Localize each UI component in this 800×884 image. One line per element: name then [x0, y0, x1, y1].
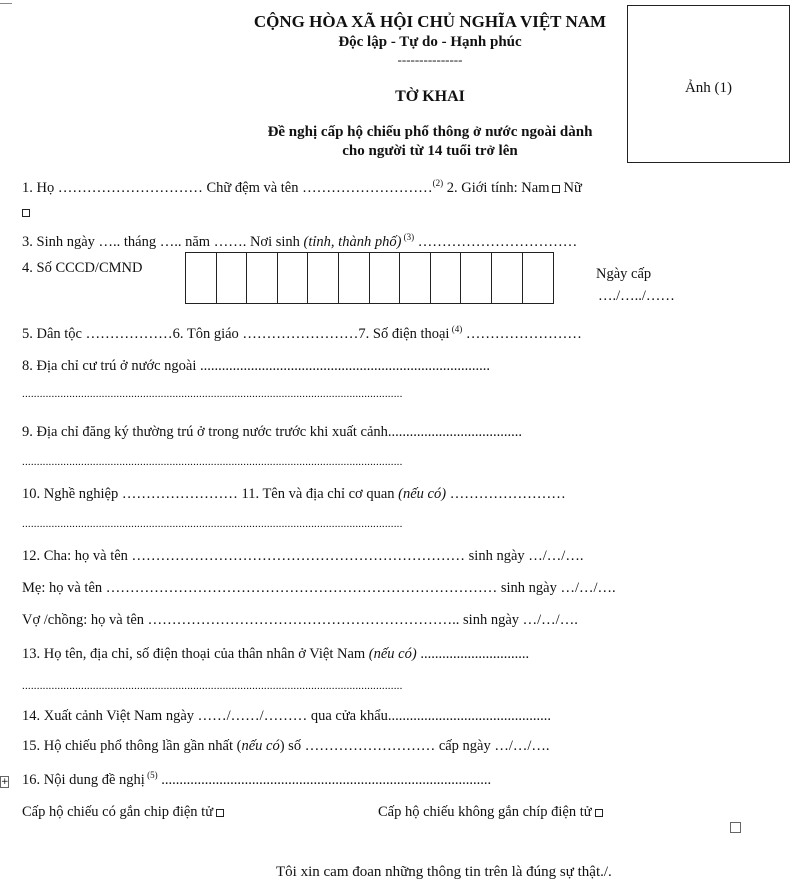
field-12-spouse: Vợ /chồng: họ và tên ……………………………………………………….. sinh ngày …/…/….: [22, 612, 578, 628]
issue-date-label: Ngày cấp: [596, 266, 652, 282]
ethnicity-religion-phone: 5. Dân tộc ………………6. Tôn giáo ……………………7. Số điện thoại: [22, 326, 450, 342]
id-digit-box[interactable]: [492, 253, 523, 303]
field-10-continuation: .................................................................................................................................: [22, 518, 403, 530]
id-digit-box[interactable]: [523, 253, 554, 303]
relative-info: 13. Họ tên, địa chỉ, số điện thoại của thân nhân ở Việt Nam: [22, 646, 369, 662]
form-title: TỜ KHAI: [395, 88, 465, 105]
request-dots: ...........................................................................................: [157, 772, 492, 788]
id-number-boxes: [185, 252, 554, 304]
field-8-continuation: .................................................................................................................................: [22, 388, 403, 400]
move-handle-icon[interactable]: +: [1, 777, 9, 787]
occupation-org: 10. Nghề nghiệp …………………… 11. Tên và địa chỉ cơ quan: [22, 486, 399, 502]
field-15-line: [22, 738, 550, 755]
country-heading: CỘNG HÒA XÃ HỘI CHỦ NGHĨA VIỆT NAM: [253, 12, 607, 31]
declaration: Tôi xin cam đoan những thông tin trên là đúng sự thật./.: [276, 864, 612, 880]
note-4: (4): [449, 324, 463, 335]
org-hint: (nếu có): [398, 486, 447, 502]
field-1-2-line: [22, 180, 582, 197]
option-nochip-label: Cấp hộ chiếu không gắn chíp điện tử: [378, 804, 592, 820]
form-subtitle-line2: cho người từ 14 tuổi trở lên: [342, 143, 518, 159]
option-nochip-checkbox[interactable]: [595, 809, 603, 817]
note-3: (3): [401, 232, 415, 243]
option-chip-row: [22, 804, 227, 821]
field-9-continuation: .................................................................................................................................: [22, 456, 403, 468]
option-nochip-row: [378, 804, 606, 821]
request-content: 16. Nội dung đề nghị: [22, 772, 145, 788]
field-9-line: 9. Địa chỉ đăng ký thường trú ở trong nước trước khi xuất cảnh.....................................: [22, 424, 523, 440]
gender-male-checkbox[interactable]: [552, 185, 560, 193]
issue-date-value: …./…../……: [598, 288, 675, 304]
relative-dots: ..............................: [416, 646, 530, 662]
field-13-line: [22, 646, 529, 663]
id-digit-box[interactable]: [278, 253, 309, 303]
photo-label: Ảnh (1): [684, 80, 733, 96]
id-digit-box[interactable]: [339, 253, 370, 303]
extra-checkbox[interactable]: [730, 822, 741, 833]
gender-female-checkbox-row: [22, 204, 33, 221]
relative-hint: (nếu có): [368, 646, 417, 662]
note-2: (2): [432, 178, 444, 189]
option-chip-checkbox[interactable]: [216, 809, 224, 817]
motto: Độc lập - Tự do - Hạnh phúc: [338, 34, 522, 50]
id-digit-box[interactable]: [308, 253, 339, 303]
header-divider: ---------------: [397, 52, 463, 67]
field-13-continuation: .................................................................................................................................: [22, 680, 403, 692]
last-passport: 15. Hộ chiếu phổ thông lần gần nhất (: [22, 738, 242, 754]
birthplace-dots: ……………………………: [414, 234, 578, 250]
phone-dots: ……………………: [462, 326, 582, 342]
birthplace-hint: (tỉnh, thành phố): [303, 234, 402, 250]
id-digit-box[interactable]: [400, 253, 431, 303]
passport-hint: nếu có: [241, 738, 280, 754]
field-3-line: [22, 234, 577, 251]
id-digit-box[interactable]: [431, 253, 462, 303]
gender-female-checkbox[interactable]: [22, 209, 30, 217]
id-digit-box[interactable]: [247, 253, 278, 303]
corner-mark: [0, 0, 12, 4]
passport-number-date: ) số ……………………… cấp ngày …/…/….: [279, 738, 550, 754]
field-12-mother: Mẹ: họ và tên ……………………………………………………………………… sinh ngày …/…/….: [22, 580, 616, 596]
option-chip-label: Cấp hộ chiếu có gắn chip điện tử: [22, 804, 214, 820]
field-16-line: [22, 772, 491, 789]
field-5-7-line: [22, 326, 582, 343]
field-birth: 3. Sinh ngày ….. tháng ….. năm ……. Nơi sinh: [22, 234, 304, 250]
field-10-11-line: [22, 486, 566, 503]
id-digit-box[interactable]: [370, 253, 401, 303]
gender-female-label: Nữ: [563, 180, 582, 196]
id-digit-box[interactable]: [217, 253, 248, 303]
field-8-line: 8. Địa chỉ cư trú ở nước ngoài ................................................................................: [22, 358, 491, 374]
field-12-father: 12. Cha: họ và tên …………………………………………………………… sinh ngày …/…/….: [22, 548, 584, 564]
field-14-line: 14. Xuất cảnh Việt Nam ngày ……/……/……… qua cửa khẩu.............................................: [22, 708, 552, 724]
field-4-label: 4. Số CCCD/CMND: [22, 260, 143, 276]
id-digit-box[interactable]: [186, 253, 217, 303]
field-gender-label: 2. Giới tính: Nam: [443, 180, 550, 196]
field-name: 1. Họ ………………………… Chữ đệm và tên ………………………: [22, 180, 433, 196]
id-digit-box[interactable]: [461, 253, 492, 303]
note-5: (5): [144, 770, 158, 781]
form-subtitle-line1: Đề nghị cấp hộ chiếu phổ thông ở nước ngoài dành: [267, 124, 593, 140]
org-dots: ……………………: [446, 486, 566, 502]
